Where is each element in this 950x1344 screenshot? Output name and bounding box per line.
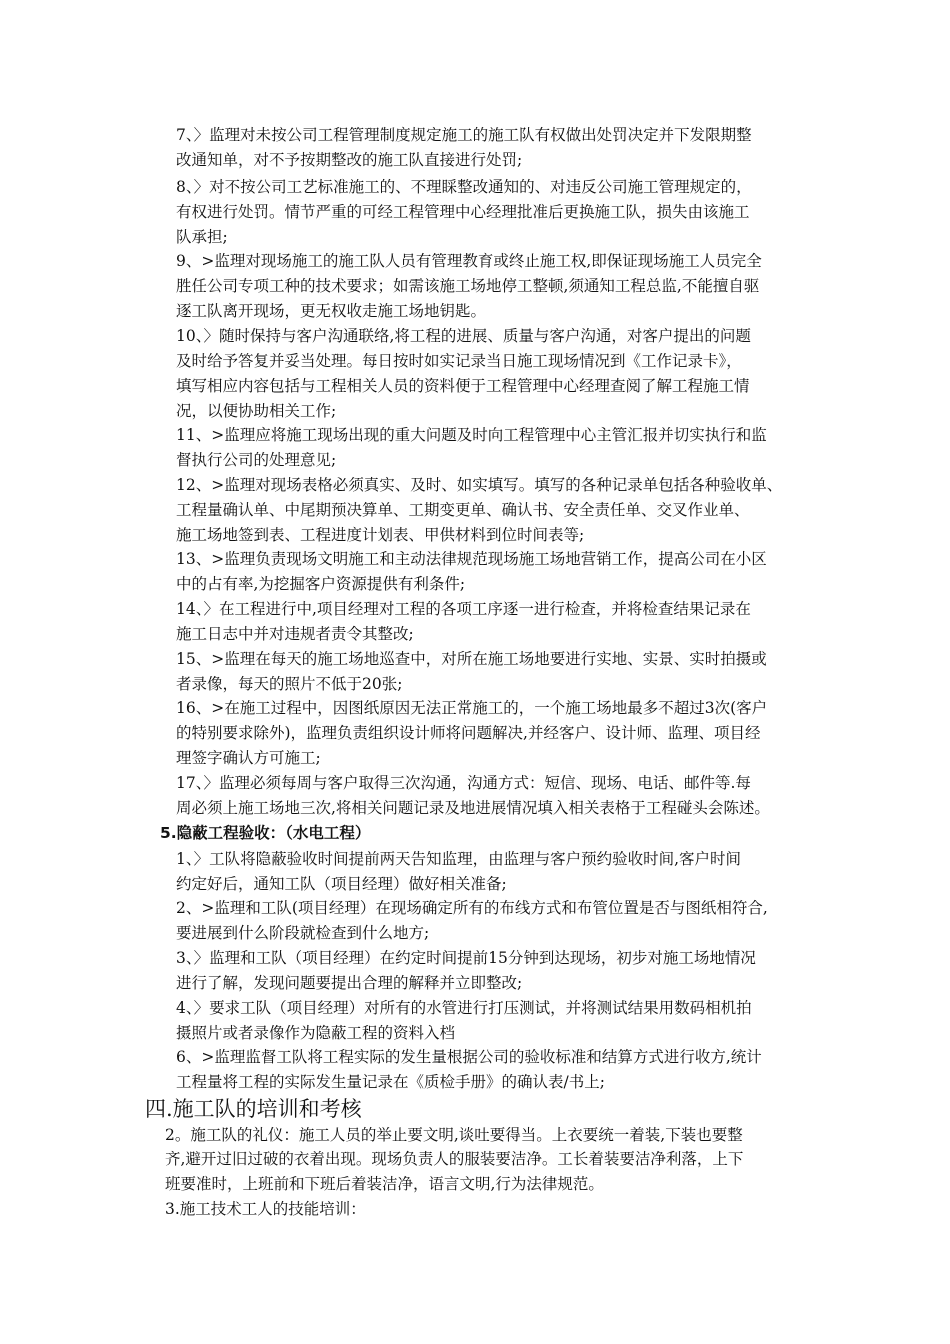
- section-5-item-3-line-2: 进行了解，发现问题要提出合理的解释并立即整改;: [176, 974, 523, 992]
- section-5-item-2-line-1: 2、>监理和工队(项目经理）在现场确定所有的布线方式和布管位置是否与图纸相符合,: [176, 899, 768, 917]
- item-10-line-3: 填写相应内容包括与工程相关人员的资料便于工程管理中心经理查阅了解工程施工情: [176, 377, 750, 395]
- item-9-line-1: 9、>监理对现场施工的施工队人员有管理教育或终止施工权,即保证现场施工人员完全: [176, 252, 762, 270]
- item-16-line-2: 的特别要求除外)，监理负责组织设计师将问题解决,并经客户、设计师、监理、项目经: [176, 724, 761, 742]
- etiquette-paragraph-line-2: 齐,避开过旧过破的衣着出现。现场负责人的服装要洁净。工长着装要洁净利落，上下: [165, 1150, 744, 1168]
- etiquette-paragraph-line-1: 2。施工队的礼仪：施工人员的举止要文明,谈吐要得当。上衣要统一着装,下装也要整: [165, 1126, 743, 1144]
- item-10-line-2: 及时给予答复并妥当处理。每日按时如实记录当日施工现场情况到《工作记录卡》，: [176, 352, 742, 370]
- section-5-item-6-line-2: 工程量将工程的实际发生量记录在《质检手册》的确认表/书上;: [176, 1073, 605, 1091]
- item-9-line-2: 胜任公司专项工种的技术要求；如需该施工场地停工整顿,须通知工程总监,不能擅自驱: [176, 277, 760, 295]
- section-5-item-6-line-1: 6、>监理监督工队将工程实际的发生量根据公司的验收标准和结算方式进行收方,统计: [176, 1048, 762, 1066]
- item-10-line-4: 况，以便协助相关工作;: [176, 402, 337, 420]
- item-12-line-2: 工程量确认单、中尾期预决算单、工期变更单、确认书、安全责任单、交叉作业单、: [176, 501, 750, 519]
- item-14-line-1: 14、〉在工程进行中,项目经理对工程的各项工序逐一进行检查，并将检查结果记录在: [176, 600, 751, 618]
- item-12-line-3: 施工场地签到表、工程进度计划表、甲供材料到位时间表等;: [176, 526, 585, 544]
- item-17-line-2: 周必须上施工场地三次,将相关问题记录及地进展情况填入相关表格于工程碰头会陈述。: [176, 799, 770, 817]
- item-17-line-1: 17、〉监理必须每周与客户取得三次沟通，沟通方式：短信、现场、电话、邮件等.每: [176, 774, 751, 792]
- item-15-line-1: 15、>监理在每天的施工场地巡查中，对所在施工场地要进行实地、实景、实时拍摄或: [176, 650, 767, 668]
- item-9-line-3: 逐工队离开现场，更无权收走施工场地钥匙。: [176, 302, 487, 320]
- skill-training-heading: 3.施工技术工人的技能培训：: [165, 1200, 366, 1218]
- item-11-line-1: 11、>监理应将施工现场出现的重大问题及时向工程管理中心主管汇报并切实执行和监: [176, 426, 767, 444]
- item-13-line-2: 中的占有率,为挖掘客户资源提供有利条件;: [176, 575, 466, 593]
- etiquette-paragraph-line-3: 班要准时，上班前和下班后着装洁净，语言文明,行为法律规范。: [165, 1175, 604, 1193]
- item-7-line-1: 7、〉监理对未按公司工程管理制度规定施工的施工队有权做出处罚决定并下发限期整: [176, 126, 752, 144]
- section-5-item-1-line-1: 1、〉工队将隐蔽验收时间提前两天告知监理，由监理与客户预约验收时间,客户时间: [176, 850, 742, 868]
- item-7-line-2: 改通知单，对不予按期整改的施工队直接进行处罚;: [176, 151, 523, 169]
- item-16-line-3: 理签字确认方可施工;: [176, 749, 321, 767]
- section-5-item-1-line-2: 约定好后，通知工队（项目经理）做好相关准备;: [176, 875, 507, 893]
- section-5-item-4-line-1: 4、〉要求工队（项目经理）对所有的水管进行打压测试，并将测试结果用数码相机拍: [176, 999, 752, 1017]
- item-13-line-1: 13、>监理负责现场文明施工和主动法律规范现场施工场地营销工作，提高公司在小区: [176, 550, 767, 568]
- item-14-line-2: 施工日志中并对违规者责令其整改;: [176, 625, 414, 643]
- item-15-line-2: 者录像，每天的照片不低于20张;: [176, 675, 403, 693]
- section-5-item-4-line-2: 摄照片或者录像作为隐蔽工程的资料入档: [176, 1024, 456, 1042]
- section-5-item-2-line-2: 要进展到什么阶段就检查到什么地方;: [176, 924, 430, 942]
- item-11-line-2: 督执行公司的处理意见;: [176, 451, 337, 469]
- section-5-item-3-line-1: 3、〉监理和工队（项目经理）在约定时间提前15分钟到达现场，初步对施工场地情况: [176, 949, 756, 967]
- item-10-line-1: 10、〉随时保持与客户沟通联络,将工程的进展、质量与客户沟通，对客户提出的问题: [176, 327, 751, 345]
- item-8-line-2: 有权进行处罚。情节严重的可经工程管理中心经理批准后更换施工队，损失由该施工: [176, 203, 750, 221]
- item-8-line-3: 队承担;: [176, 228, 228, 246]
- chapter-4-heading: 四.施工队的培训和考核: [145, 1097, 362, 1121]
- item-12-line-1: 12、>监理对现场表格必须真实、及时、如实填写。填写的各种记录单包括各种验收单、: [176, 476, 783, 494]
- section-5-heading: 5.隐蔽工程验收：（水电工程）: [160, 824, 371, 842]
- item-8-line-1: 8、〉对不按公司工艺标准施工的、不理睬整改通知的、对违反公司施工管理规定的，: [176, 178, 752, 196]
- item-16-line-1: 16、>在施工过程中，因图纸原因无法正常施工的，一个施工场地最多不超过3次(客户: [176, 699, 768, 717]
